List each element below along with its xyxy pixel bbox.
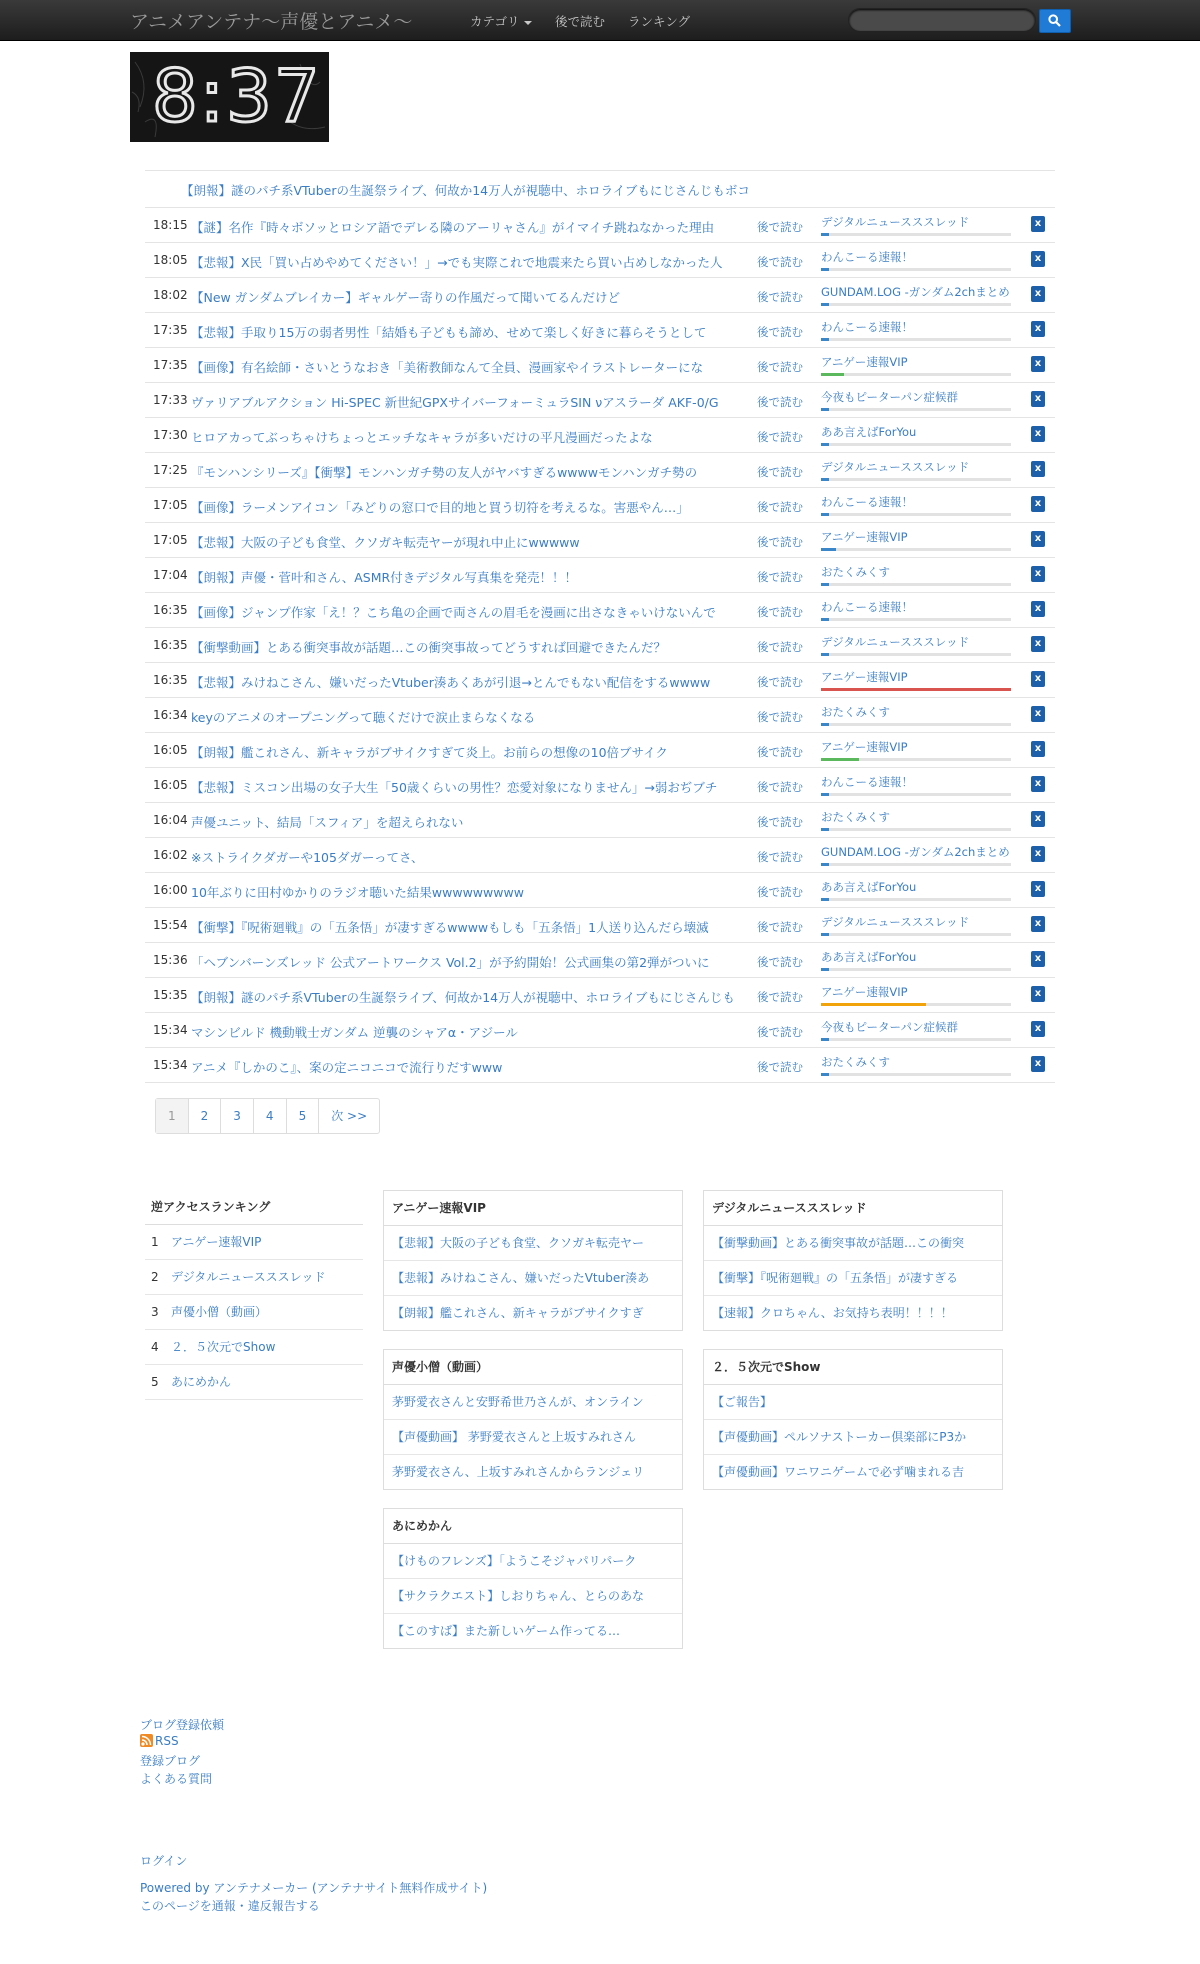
panel-item-link[interactable]: 【このすば】また新しいゲーム作ってる… bbox=[392, 1624, 621, 1638]
blog-panel-anige bbox=[383, 1190, 683, 1331]
article-time: 15:54 bbox=[153, 918, 188, 932]
article-source-link[interactable]: おたくみくす bbox=[821, 705, 890, 719]
popularity-bar bbox=[821, 933, 1011, 936]
popularity-bar bbox=[821, 618, 1011, 621]
article-title-link[interactable]: 【画像】ジャンプ作家「え！？こち亀の企画で両さんの眉毛を漫画に出さなきゃいけないんで bbox=[191, 605, 716, 620]
panel-item-link[interactable]: 茅野愛衣さんと安野希世乃さんが、オンライン bbox=[384, 1385, 682, 1420]
popularity-bar-fill bbox=[821, 968, 829, 971]
panel-item-link[interactable]: 【悲報】大阪の子ども食堂、クソガキ転売ヤー bbox=[384, 1226, 682, 1261]
article-source-link[interactable]: おたくみくす bbox=[821, 1055, 890, 1069]
article-time: 15:35 bbox=[153, 988, 188, 1002]
nav-ranking[interactable]: ランキング bbox=[628, 14, 691, 29]
article-source-link[interactable]: デジタルニュースススレッド bbox=[821, 915, 970, 929]
article-time: 16:35 bbox=[153, 673, 188, 687]
read-later-button[interactable]: 後で読む bbox=[757, 500, 803, 514]
read-later-button[interactable]: 後で読む bbox=[757, 220, 803, 234]
search-input[interactable] bbox=[848, 8, 1036, 32]
article-source-link[interactable]: アニゲー速報VIP bbox=[821, 740, 908, 754]
popularity-bar bbox=[821, 1038, 1011, 1041]
panel-item-link[interactable]: 【速報】クロちゃん、お気持ち表明！！！！ bbox=[712, 1306, 953, 1320]
article-row bbox=[145, 943, 1055, 978]
article-time: 16:35 bbox=[153, 638, 188, 652]
ranking-item bbox=[145, 1260, 363, 1295]
hide-article-button[interactable]: x bbox=[1031, 461, 1045, 477]
article-time: 15:36 bbox=[153, 953, 188, 967]
hide-article-button[interactable]: x bbox=[1031, 426, 1045, 442]
popularity-bar-fill bbox=[821, 618, 829, 621]
article-time: 17:35 bbox=[153, 358, 188, 372]
article-list bbox=[145, 208, 1055, 1083]
popularity-bar bbox=[821, 1073, 1011, 1076]
search-button[interactable] bbox=[1039, 9, 1071, 33]
article-row bbox=[145, 838, 1055, 873]
popularity-bar bbox=[821, 793, 1011, 796]
read-later-button[interactable]: 後で読む bbox=[757, 920, 803, 934]
popularity-bar bbox=[821, 373, 1011, 376]
panel-item-link[interactable]: 【悲報】みけねこさん、嫌いだったVtuber湊あ bbox=[384, 1261, 682, 1296]
popularity-bar-fill bbox=[821, 478, 829, 481]
article-row bbox=[145, 278, 1055, 313]
popularity-bar-fill bbox=[821, 443, 829, 446]
chevron-down-icon bbox=[524, 21, 532, 25]
popularity-bar bbox=[821, 1003, 1011, 1006]
hide-article-button[interactable]: x bbox=[1031, 671, 1045, 687]
article-time: 16:35 bbox=[153, 603, 188, 617]
popularity-bar bbox=[821, 688, 1011, 691]
blog-panel-25show bbox=[703, 1349, 1003, 1490]
rss-icon bbox=[140, 1734, 153, 1747]
nav-read-later[interactable]: 後で読む bbox=[555, 14, 606, 29]
article-source-link[interactable]: アニゲー速報VIP bbox=[821, 530, 908, 544]
blog-panel-animekan bbox=[383, 1508, 683, 1649]
article-source-link[interactable]: アニゲー速報VIP bbox=[821, 355, 908, 369]
article-time: 16:05 bbox=[153, 778, 188, 792]
popularity-bar-fill bbox=[821, 513, 829, 516]
hide-article-button[interactable]: x bbox=[1031, 216, 1045, 232]
popularity-bar-fill bbox=[821, 898, 829, 901]
article-title-link[interactable]: 声優ユニット、結局「スフィア」を超えられない bbox=[191, 815, 464, 830]
panel-title[interactable]: アニゲー速報VIP bbox=[384, 1191, 682, 1226]
article-row bbox=[145, 698, 1055, 733]
article-title-link[interactable]: 【朗報】艦これさん、新キャラがブサイクすぎて炎上。お前らの想像の10倍ブサイク bbox=[191, 745, 668, 760]
article-time: 17:04 bbox=[153, 568, 188, 582]
hide-article-button[interactable]: x bbox=[1031, 1021, 1045, 1037]
article-time: 18:02 bbox=[153, 288, 188, 302]
popularity-bar-fill bbox=[821, 863, 829, 866]
ranking-item bbox=[145, 1330, 363, 1365]
panel-item-link[interactable]: 【声優動画】 茅野愛衣さんと上坂すみれさん bbox=[384, 1420, 682, 1455]
popularity-bar-fill bbox=[821, 758, 859, 761]
ranking-item bbox=[145, 1225, 363, 1260]
article-source-link[interactable]: わんこーる速報！ bbox=[821, 600, 913, 614]
article-row bbox=[145, 593, 1055, 628]
article-title-link[interactable]: keyのアニメのオープニングって聴くだけで涙止まらなくなる bbox=[191, 710, 536, 725]
article-row bbox=[145, 383, 1055, 418]
rank-link[interactable]: あにめかん bbox=[171, 1375, 232, 1389]
top-navbar bbox=[0, 0, 1200, 41]
article-source-link[interactable]: ああ言えばForYou bbox=[821, 880, 917, 894]
read-later-button[interactable]: 後で読む bbox=[757, 1060, 803, 1074]
site-brand[interactable]: アニメアンテナ〜声優とアニメ〜 bbox=[130, 11, 413, 33]
popularity-bar-fill bbox=[821, 303, 829, 306]
panel-item-link[interactable]: 【サクラクエスト】しおりちゃん、とらのあな bbox=[384, 1579, 682, 1614]
rank-number: 4 bbox=[151, 1340, 159, 1354]
article-source-link[interactable]: おたくみくす bbox=[821, 565, 890, 579]
read-later-button[interactable]: 後で読む bbox=[757, 955, 803, 969]
read-later-button[interactable]: 後で読む bbox=[757, 570, 803, 584]
hide-article-button[interactable]: x bbox=[1031, 251, 1045, 267]
rank-number: 1 bbox=[151, 1235, 159, 1249]
panel-title[interactable]: デジタルニュースススレッド bbox=[704, 1191, 1002, 1226]
article-time: 16:04 bbox=[153, 813, 188, 827]
popularity-bar bbox=[821, 338, 1011, 341]
article-title-link[interactable]: 【悲報】X民「買い占めやめてください！」→でも実際これで地震来たら買い占めしなかった人 bbox=[191, 255, 723, 270]
panel-item-link[interactable]: 【声優動画】ペルソナストーカー倶楽部にP3か bbox=[704, 1420, 1002, 1455]
hide-article-button[interactable]: x bbox=[1031, 776, 1045, 792]
article-row bbox=[145, 558, 1055, 593]
read-later-button[interactable]: 後で読む bbox=[757, 745, 803, 759]
article-row bbox=[145, 313, 1055, 348]
article-title-link[interactable]: 【謎】名作『時々ボソッとロシア語でデレる隣のアーリャさん』がイマイチ跳ねなかった理由 bbox=[191, 220, 715, 235]
article-source-link[interactable]: アニゲー速報VIP bbox=[821, 670, 908, 684]
article-row bbox=[145, 418, 1055, 453]
popularity-bar bbox=[821, 233, 1011, 236]
article-title-link[interactable]: 【衝撃動画】とある衝突事故が話題…この衝突事故ってどうすれば回避できたんだ？ bbox=[191, 640, 667, 655]
popularity-bar-fill bbox=[821, 688, 1011, 691]
nav-category-label: カテゴリ bbox=[470, 14, 520, 29]
popularity-bar bbox=[821, 898, 1011, 901]
article-title-link[interactable]: マシンビルド 機動戦士ガンダム 逆襲のシャアα・アジール bbox=[191, 1025, 518, 1040]
read-later-button[interactable]: 後で読む bbox=[757, 395, 803, 409]
rss-label: RSS bbox=[155, 1734, 179, 1748]
read-later-button[interactable]: 後で読む bbox=[757, 675, 803, 689]
article-source-link[interactable]: おたくみくす bbox=[821, 810, 890, 824]
hide-article-button[interactable]: x bbox=[1031, 706, 1045, 722]
panel-item-link[interactable]: 【朗報】艦これさん、新キャラがブサイクすぎ bbox=[392, 1306, 644, 1320]
page-4-link[interactable]: 4 bbox=[254, 1099, 287, 1133]
hide-article-button[interactable]: x bbox=[1031, 1056, 1045, 1072]
hide-article-button[interactable]: x bbox=[1031, 881, 1045, 897]
popularity-bar bbox=[821, 478, 1011, 481]
article-time: 17:35 bbox=[153, 323, 188, 337]
rank-link[interactable]: 声優小僧（動画） bbox=[171, 1305, 268, 1319]
read-later-button[interactable]: 後で読む bbox=[757, 325, 803, 339]
article-title-link[interactable]: 10年ぶりに田村ゆかりのラジオ聴いた結果wwwwwwwww bbox=[191, 885, 524, 900]
popularity-bar-fill bbox=[821, 233, 829, 236]
popularity-bar-fill bbox=[821, 933, 829, 936]
article-title-link[interactable]: 【画像】ラーメンアイコン「みどりの窓口で目的地と買う切符を考えるな。害悪やん…」 bbox=[191, 500, 689, 515]
article-title-link[interactable]: ※ストライクダガーや105ダガーってさ、 bbox=[191, 850, 424, 865]
panel-item-link[interactable]: 【けものフレンズ】「ようこそジャパリパーク bbox=[384, 1544, 682, 1579]
hide-article-button[interactable]: x bbox=[1031, 321, 1045, 337]
article-row bbox=[145, 803, 1055, 838]
read-later-button[interactable]: 後で読む bbox=[757, 990, 803, 1004]
article-title-link[interactable]: 【画像】有名絵師・さいとうなおき「美術教師なんて全員、漫画家やイラストレーターにな bbox=[191, 360, 704, 375]
article-source-link[interactable]: わんこーる速報！ bbox=[821, 250, 913, 264]
read-later-button[interactable]: 後で読む bbox=[757, 780, 803, 794]
ranking-item bbox=[145, 1295, 363, 1330]
article-title-link[interactable]: 【朗報】謎のパチ系VTuberの生誕祭ライブ、何故か14万人が視聴中、ホロライブもにじさんじも bbox=[191, 990, 735, 1005]
popularity-bar-fill bbox=[821, 583, 829, 586]
page-5-link[interactable]: 5 bbox=[287, 1099, 320, 1133]
popularity-bar-fill bbox=[821, 1003, 926, 1006]
popularity-bar bbox=[821, 513, 1011, 516]
article-row bbox=[145, 768, 1055, 803]
popularity-bar-fill bbox=[821, 373, 844, 376]
rank-number: 5 bbox=[151, 1375, 159, 1389]
panel-title[interactable]: 声優小僧（動画） bbox=[384, 1350, 682, 1385]
hide-article-button[interactable]: x bbox=[1031, 951, 1045, 967]
article-title-link[interactable]: ヴァリアブルアクション Hi-SPEC 新世紀GPXサイバーフォーミュラSIN νアスラーダ AKF-0/G bbox=[191, 395, 719, 410]
article-title-link[interactable]: 「ヘブンバーンズレッド 公式アートワークス Vol.2」が予約開始！公式画集の第2弾がついに bbox=[191, 955, 710, 970]
article-source-link[interactable]: デジタルニュースススレッド bbox=[821, 460, 970, 474]
read-later-button[interactable]: 後で読む bbox=[757, 255, 803, 269]
panel-title[interactable]: あにめかん bbox=[384, 1509, 682, 1544]
article-row bbox=[145, 348, 1055, 383]
article-time: 18:15 bbox=[153, 218, 188, 232]
popularity-bar-fill bbox=[821, 268, 829, 271]
panel-item-link[interactable]: 茅野愛衣さん、上坂すみれさんからランジェリ bbox=[392, 1465, 645, 1479]
rank-link[interactable]: アニゲー速報VIP bbox=[171, 1235, 262, 1249]
featured-article bbox=[145, 170, 1055, 208]
article-source-link[interactable]: デジタルニュースススレッド bbox=[821, 635, 970, 649]
hide-article-button[interactable]: x bbox=[1031, 741, 1045, 757]
footer-register-link[interactable]: ブログ登録依頼 bbox=[140, 1718, 225, 1732]
read-later-button[interactable]: 後で読む bbox=[757, 815, 803, 829]
article-time: 17:25 bbox=[153, 463, 188, 477]
popularity-bar bbox=[821, 758, 1011, 761]
panel-title[interactable]: ２．５次元でShow bbox=[704, 1350, 1002, 1385]
hide-article-button[interactable]: x bbox=[1031, 986, 1045, 1002]
article-title-link[interactable]: 【悲報】ミスコン出場の女子大生「50歳くらいの男性？恋愛対象になりません」→弱おぢブチ bbox=[191, 780, 718, 795]
hide-article-button[interactable]: x bbox=[1031, 531, 1045, 547]
next-page-link[interactable]: 次 >> bbox=[331, 1109, 368, 1123]
blog-panel-seiyu bbox=[383, 1349, 683, 1490]
article-time: 16:00 bbox=[153, 883, 188, 897]
article-row bbox=[145, 208, 1055, 243]
article-source-link[interactable]: ああ言えばForYou bbox=[821, 950, 917, 964]
article-time: 17:05 bbox=[153, 533, 188, 547]
article-title-link[interactable]: 【衝撃】『呪術廻戦』の「五条悟」が凄すぎるwwwwもしも「五条悟」1人送り込んだら壊滅 bbox=[191, 920, 709, 935]
site-logo-image[interactable] bbox=[130, 52, 329, 142]
article-row bbox=[145, 628, 1055, 663]
article-source-link[interactable]: GUNDAM.LOG -ガンダム2chまとめ bbox=[821, 285, 1010, 299]
read-later-button[interactable]: 後で読む bbox=[757, 465, 803, 479]
popularity-bar bbox=[821, 723, 1011, 726]
popularity-bar-fill bbox=[821, 723, 829, 726]
footer-login-link[interactable]: ログイン bbox=[140, 1854, 188, 1868]
popularity-bar-fill bbox=[821, 1038, 829, 1041]
read-later-button[interactable]: 後で読む bbox=[757, 290, 803, 304]
hide-article-button[interactable]: x bbox=[1031, 566, 1045, 582]
article-row bbox=[145, 1048, 1055, 1083]
page-3-link[interactable]: 3 bbox=[221, 1099, 254, 1133]
article-source-link[interactable]: ああ言えばForYou bbox=[821, 425, 917, 439]
article-row bbox=[145, 1013, 1055, 1048]
footer-registered-blogs-link[interactable]: 登録ブログ bbox=[140, 1754, 201, 1768]
article-time: 15:34 bbox=[153, 1023, 188, 1037]
pagination bbox=[155, 1098, 380, 1134]
popularity-bar-fill bbox=[821, 653, 829, 656]
footer-rss-link[interactable] bbox=[140, 1734, 179, 1748]
article-row bbox=[145, 488, 1055, 523]
article-title-link[interactable]: 【悲報】手取り15万の弱者男性「結婚も子どもも諦め、せめて楽しく好きに暮らそうとして bbox=[191, 325, 707, 340]
read-later-button[interactable]: 後で読む bbox=[757, 850, 803, 864]
article-title-link[interactable]: 【悲報】大阪の子ども食堂、クソガキ転売ヤーが現れ中止にwwwww bbox=[191, 535, 580, 550]
article-time: 16:05 bbox=[153, 743, 188, 757]
article-title-link[interactable]: アニメ『しかのこ』、案の定ニコニコで流行りだすwww bbox=[191, 1060, 503, 1075]
read-later-button[interactable]: 後で読む bbox=[757, 605, 803, 619]
rank-number: 2 bbox=[151, 1270, 159, 1284]
article-source-link[interactable]: わんこーる速報！ bbox=[821, 495, 913, 509]
article-source-link[interactable]: わんこーる速報！ bbox=[821, 320, 913, 334]
article-source-link[interactable]: デジタルニュースススレッド bbox=[821, 215, 970, 229]
article-row bbox=[145, 733, 1055, 768]
popularity-bar bbox=[821, 583, 1011, 586]
popularity-bar bbox=[821, 303, 1011, 306]
popularity-bar bbox=[821, 968, 1011, 971]
panel-item-link[interactable]: 【ご報告】 bbox=[704, 1385, 1002, 1420]
read-later-button[interactable]: 後で読む bbox=[757, 535, 803, 549]
access-ranking bbox=[145, 1190, 363, 1400]
read-later-button[interactable]: 後で読む bbox=[757, 710, 803, 724]
read-later-button[interactable]: 後で読む bbox=[757, 360, 803, 374]
hide-article-button[interactable]: x bbox=[1031, 391, 1045, 407]
logo-text: 8:37 bbox=[152, 54, 322, 138]
read-later-button[interactable]: 後で読む bbox=[757, 640, 803, 654]
article-title-link[interactable]: 【悲報】みけねこさん、嫌いだったVtuber湊あくあが引退→とんでもない配信をするwwww bbox=[191, 675, 711, 690]
panel-item-link[interactable]: 【声優動画】ワニワニゲームで必ず噛まれる吉 bbox=[712, 1465, 965, 1479]
popularity-bar-fill bbox=[821, 793, 829, 796]
article-row bbox=[145, 453, 1055, 488]
popularity-bar bbox=[821, 408, 1011, 411]
popularity-bar bbox=[821, 268, 1011, 271]
article-time: 17:05 bbox=[153, 498, 188, 512]
hide-article-button[interactable]: x bbox=[1031, 846, 1045, 862]
hide-article-button[interactable]: x bbox=[1031, 636, 1045, 652]
article-row bbox=[145, 978, 1055, 1013]
featured-article-link[interactable]: 【朗報】謎のパチ系VTuberの生誕祭ライブ、何故か14万人が視聴中、ホロライブもにじさんじもボコ bbox=[181, 183, 750, 198]
hide-article-button[interactable]: x bbox=[1031, 496, 1045, 512]
article-row bbox=[145, 243, 1055, 278]
ranking-item bbox=[145, 1365, 363, 1400]
article-row bbox=[145, 873, 1055, 908]
hide-article-button[interactable]: x bbox=[1031, 811, 1045, 827]
article-source-link[interactable]: 今夜もピーターパン症候群 bbox=[821, 1020, 958, 1034]
hide-article-button[interactable]: x bbox=[1031, 286, 1045, 302]
hide-article-button[interactable]: x bbox=[1031, 916, 1045, 932]
article-time: 16:02 bbox=[153, 848, 188, 862]
article-row bbox=[145, 908, 1055, 943]
hide-article-button[interactable]: x bbox=[1031, 356, 1045, 372]
footer-powered-by[interactable]: Powered by アンテナメーカー (アンテナサイト無料作成サイト) bbox=[140, 1881, 488, 1895]
article-row bbox=[145, 663, 1055, 698]
article-source-link[interactable]: わんこーる速報！ bbox=[821, 775, 913, 789]
article-time: 17:33 bbox=[153, 393, 188, 407]
hide-article-button[interactable]: x bbox=[1031, 601, 1045, 617]
rank-link[interactable]: ２．５次元でShow bbox=[171, 1340, 276, 1354]
search-icon bbox=[1048, 14, 1061, 27]
rank-link[interactable]: デジタルニュースススレッド bbox=[171, 1270, 326, 1284]
page-2-link[interactable]: 2 bbox=[189, 1099, 222, 1133]
popularity-bar bbox=[821, 828, 1011, 831]
read-later-button[interactable]: 後で読む bbox=[757, 885, 803, 899]
page-1-link[interactable]: 1 bbox=[156, 1099, 189, 1133]
article-source-link[interactable]: GUNDAM.LOG -ガンダム2chまとめ bbox=[821, 845, 1010, 859]
panel-item-link[interactable]: 【衝撃】『呪術廻戦』の「五条悟」が凄すぎる bbox=[704, 1261, 1002, 1296]
panel-item-link[interactable]: 【衝撃動画】とある衝突事故が話題…この衝突 bbox=[704, 1226, 1002, 1261]
footer-faq-link[interactable]: よくある質問 bbox=[140, 1772, 213, 1786]
popularity-bar-fill bbox=[821, 338, 829, 341]
article-time: 16:34 bbox=[153, 708, 188, 722]
read-later-button[interactable]: 後で読む bbox=[757, 1025, 803, 1039]
footer-report-link[interactable]: このページを通報・違反報告する bbox=[140, 1899, 320, 1913]
popularity-bar bbox=[821, 863, 1011, 866]
popularity-bar-fill bbox=[821, 548, 836, 551]
article-title-link[interactable]: 『モンハンシリーズ』【衝撃】モンハンガチ勢の友人がヤバすぎるwwwwモンハンガチ勢の bbox=[191, 465, 698, 480]
article-row bbox=[145, 523, 1055, 558]
popularity-bar-fill bbox=[821, 828, 829, 831]
blog-panel-digital bbox=[703, 1190, 1003, 1331]
nav-category[interactable] bbox=[470, 12, 532, 30]
rank-number: 3 bbox=[151, 1305, 159, 1319]
article-title-link[interactable]: ヒロアカってぶっちゃけちょっとエッチなキャラが多いだけの平凡漫画だったよな bbox=[191, 430, 653, 445]
article-feed bbox=[145, 170, 1055, 1083]
popularity-bar bbox=[821, 548, 1011, 551]
ranking-title: 逆アクセスランキング bbox=[145, 1190, 363, 1225]
popularity-bar-fill bbox=[821, 408, 829, 411]
popularity-bar bbox=[821, 653, 1011, 656]
article-source-link[interactable]: アニゲー速報VIP bbox=[821, 985, 908, 999]
article-title-link[interactable]: 【New ガンダムブレイカー】ギャルゲー寄りの作風だって聞いてるんだけど bbox=[191, 290, 620, 305]
popularity-bar-fill bbox=[821, 1073, 829, 1076]
article-source-link[interactable]: 今夜もピーターパン症候群 bbox=[821, 390, 958, 404]
read-later-button[interactable]: 後で読む bbox=[757, 430, 803, 444]
popularity-bar bbox=[821, 443, 1011, 446]
article-title-link[interactable]: 【朗報】声優・菅叶和さん、ASMR付きデジタル写真集を発売！！！ bbox=[191, 570, 577, 585]
article-time: 17:30 bbox=[153, 428, 188, 442]
article-time: 18:05 bbox=[153, 253, 188, 267]
article-time: 15:34 bbox=[153, 1058, 188, 1072]
